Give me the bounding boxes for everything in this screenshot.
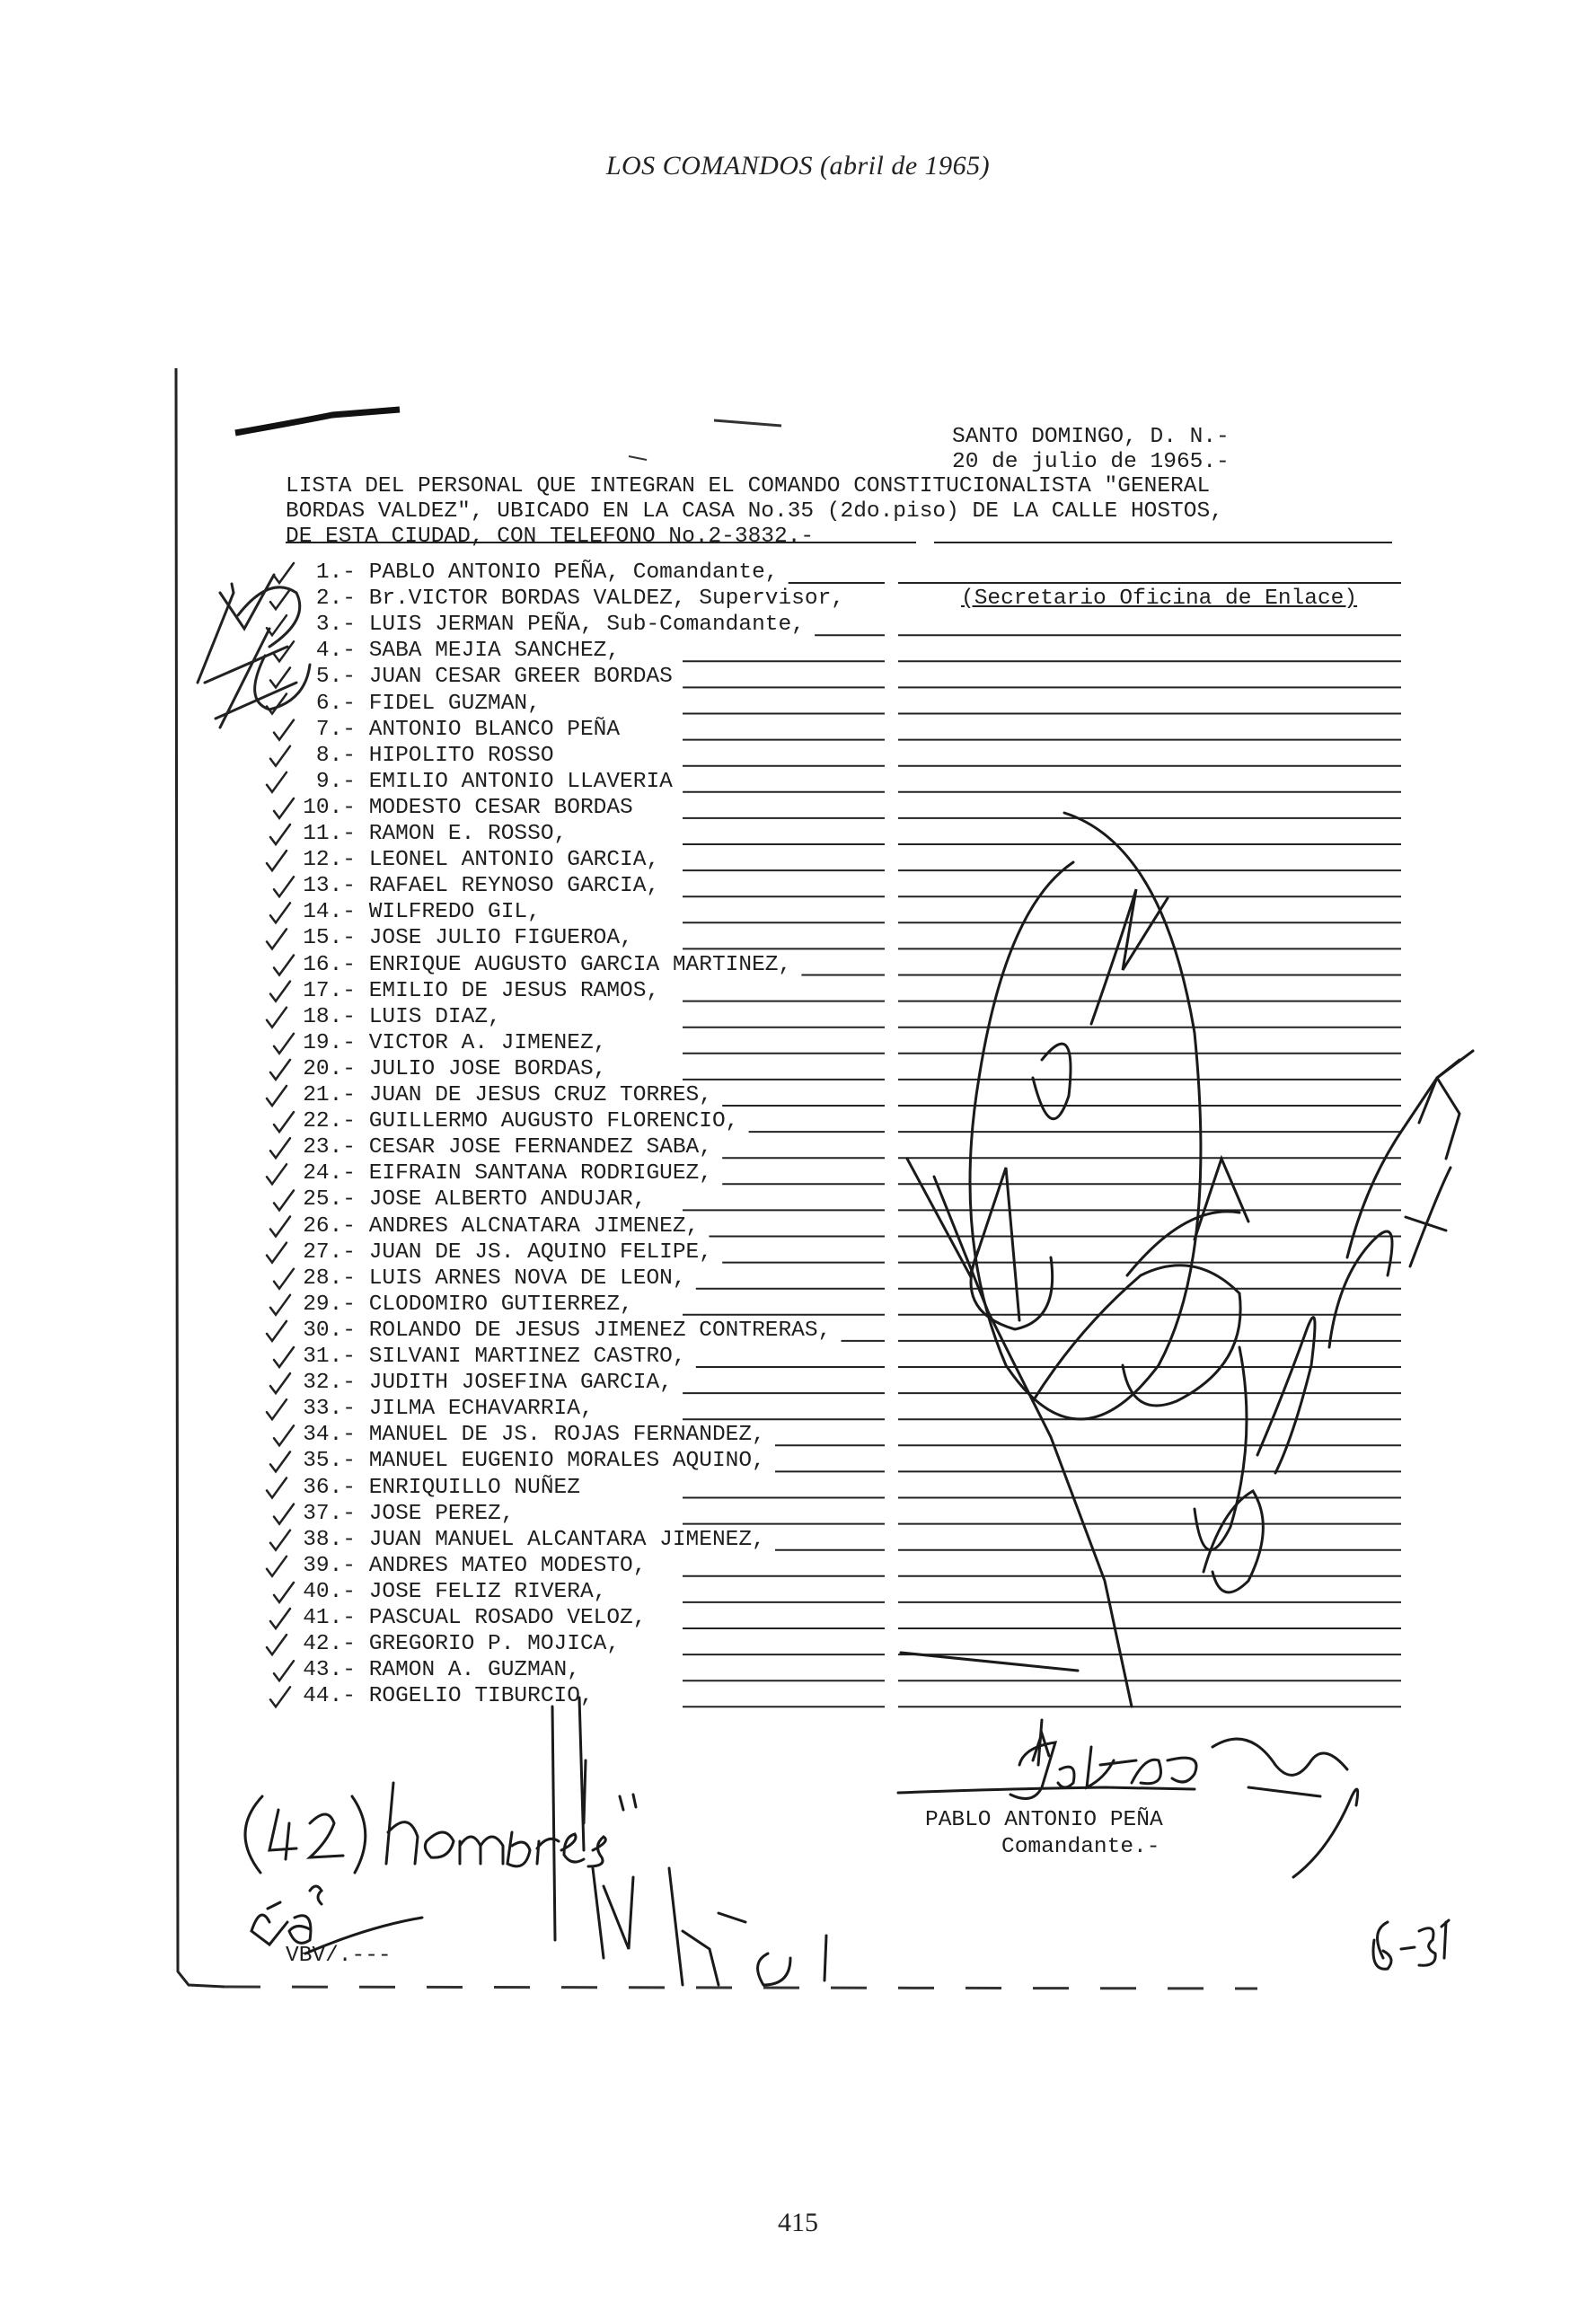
check-mark-icon: [267, 694, 287, 714]
document-heading-line-2: BORDAS VALDEZ", UBICADO EN LA CASA No.35 (2do.piso) DE LA CALLE HOSTOS,: [286, 499, 1223, 524]
personnel-name: ANDRES MATEO MODESTO,: [368, 1553, 647, 1578]
personnel-number: 10.-: [303, 795, 356, 820]
personnel-name: JUAN DE JESUS CRUZ TORRES,: [368, 1083, 712, 1107]
personnel-row: [286, 1082, 712, 1108]
personnel-name: EMILIO ANTONIO LLAVERIA: [368, 769, 673, 794]
personnel-name: VICTOR A. JIMENEZ,: [368, 1030, 607, 1055]
personnel-row: [286, 1239, 712, 1266]
personnel-name: ENRIQUE AUGUSTO GARCIA MARTINEZ,: [368, 952, 792, 977]
personnel-name: LUIS DIAZ,: [368, 1004, 501, 1029]
personnel-name: ENRIQUILLO NUÑEZ: [368, 1475, 580, 1500]
personnel-number: 7.-: [315, 717, 356, 742]
personnel-row: [286, 1108, 738, 1134]
personnel-row: [286, 1501, 514, 1527]
personnel-row: [286, 1004, 501, 1030]
personnel-number: 31.-: [303, 1345, 356, 1369]
typist-initials: VBV/.---: [286, 1944, 392, 1968]
personnel-number: 1.-: [315, 560, 356, 585]
personnel-number: 19.-: [303, 1030, 356, 1055]
personnel-name: JOSE FELIZ RIVERA,: [368, 1579, 607, 1604]
personnel-row: [286, 1579, 606, 1605]
personnel-name: Br.VICTOR BORDAS VALDEZ, Supervisor,: [368, 587, 844, 612]
personnel-note: (Secretario Oficina de Enlace): [961, 587, 1358, 612]
personnel-number: 24.-: [303, 1161, 356, 1186]
personnel-name: SABA MEJIA SANCHEZ,: [368, 639, 621, 664]
personnel-name: JULIO JOSE BORDAS,: [368, 1056, 607, 1081]
personnel-number: 30.-: [303, 1318, 356, 1343]
personnel-number: 6.-: [315, 691, 356, 716]
personnel-row: [286, 1396, 594, 1422]
personnel-number: 44.-: [303, 1684, 356, 1709]
personnel-number: 32.-: [303, 1371, 356, 1396]
personnel-row: [286, 586, 1358, 612]
personnel-number: 26.-: [303, 1213, 356, 1239]
personnel-number: 34.-: [303, 1423, 356, 1448]
check-mark-icon: [267, 1399, 287, 1419]
personnel-row: [286, 847, 659, 873]
personnel-number: 9.-: [315, 769, 356, 794]
personnel-name: PABLO ANTONIO PEÑA, Comandante,: [368, 560, 779, 585]
personnel-name: JUAN DE JS. AQUINO FELIPE,: [368, 1239, 712, 1265]
personnel-number: 18.-: [303, 1004, 356, 1029]
personnel-row: [286, 1475, 580, 1501]
personnel-row: [286, 873, 659, 899]
signatory-name: PABLO ANTONIO PEÑA: [925, 1808, 1163, 1832]
personnel-name: EMILIO DE JESUS RAMOS,: [368, 978, 660, 1003]
personnel-row: [286, 638, 620, 664]
personnel-row: [286, 1056, 606, 1082]
personnel-name: JOSE ALBERTO ANDUJAR,: [368, 1187, 647, 1213]
personnel-row: [286, 769, 673, 795]
personnel-name: JILMA ECHAVARRIA,: [368, 1397, 594, 1422]
personnel-row: [286, 1683, 594, 1709]
personnel-name: WILFREDO GIL,: [368, 900, 541, 925]
personnel-name: SILVANI MARTINEZ CASTRO,: [368, 1345, 686, 1369]
document-heading-line-3: DE ESTA CIUDAD, CON TELEFONO No.2-3832.-: [286, 525, 815, 549]
personnel-name: GUILLERMO AUGUSTO FLORENCIO,: [368, 1109, 739, 1134]
personnel-name: CLODOMIRO GUTIERREZ,: [368, 1292, 633, 1317]
personnel-row: [286, 1134, 712, 1160]
check-mark-icon: [267, 772, 287, 792]
check-mark-icon: [267, 615, 287, 635]
personnel-row: [286, 1030, 606, 1056]
personnel-name: ROGELIO TIBURCIO,: [368, 1684, 594, 1709]
personnel-row: [286, 717, 620, 743]
personnel-name: RAMON A. GUZMAN,: [368, 1658, 580, 1683]
check-mark-icon: [267, 1086, 287, 1106]
personnel-row: [286, 1657, 580, 1683]
personnel-number: 3.-: [315, 613, 356, 638]
check-mark-icon: [267, 1164, 287, 1184]
personnel-row: [286, 1266, 686, 1292]
personnel-number: 28.-: [303, 1266, 356, 1291]
personnel-name: LUIS JERMAN PEÑA, Sub-Comandante,: [368, 613, 805, 638]
personnel-row: [286, 664, 673, 690]
personnel-name: EIFRAIN SANTANA RODRIGUEZ,: [368, 1161, 712, 1186]
personnel-number: 16.-: [303, 952, 356, 977]
personnel-row: [286, 1370, 673, 1396]
personnel-number: 39.-: [303, 1553, 356, 1578]
personnel-name: ROLANDO DE JESUS JIMENEZ CONTRERAS,: [368, 1318, 832, 1343]
personnel-number: 2.-: [315, 587, 356, 612]
personnel-name: MODESTO CESAR BORDAS: [368, 795, 633, 820]
personnel-name: ANDRES ALCNATARA JIMENEZ,: [368, 1213, 700, 1239]
personnel-name: CESAR JOSE FERNANDEZ SABA,: [368, 1135, 712, 1160]
running-head: LOS COMANDOS (abril de 1965): [605, 151, 991, 181]
document-date: 20 de julio de 1965.-: [952, 450, 1230, 474]
personnel-number: 43.-: [303, 1658, 356, 1683]
personnel-row: [286, 1605, 646, 1631]
personnel-number: 35.-: [303, 1449, 356, 1474]
personnel-number: 22.-: [303, 1109, 356, 1134]
personnel-row: [286, 1160, 712, 1186]
check-mark-icon: [267, 1243, 287, 1263]
personnel-name: RAMON E. ROSSO,: [368, 822, 568, 846]
personnel-name: LEONEL ANTONIO GARCIA,: [368, 848, 660, 873]
check-mark-icon: [267, 1008, 287, 1028]
personnel-name: JOSE JULIO FIGUEROA,: [368, 926, 633, 951]
personnel-number: 17.-: [303, 978, 356, 1003]
personnel-number: 4.-: [315, 639, 356, 664]
personnel-row: [286, 560, 778, 586]
personnel-row: [286, 795, 633, 821]
page-number: 415: [778, 2208, 818, 2237]
personnel-name: HIPOLITO ROSSO: [368, 743, 554, 768]
document-place: SANTO DOMINGO, D. N.-: [952, 425, 1230, 449]
personnel-name: LUIS ARNES NOVA DE LEON,: [368, 1266, 686, 1291]
personnel-number: 11.-: [303, 822, 356, 846]
personnel-number: 41.-: [303, 1606, 356, 1630]
personnel-row: [286, 612, 805, 638]
personnel-row: [286, 952, 791, 978]
check-mark-icon: [267, 929, 287, 948]
check-mark-icon: [267, 1635, 287, 1654]
signatory-title: Comandante.-: [1001, 1835, 1160, 1859]
personnel-number: 27.-: [303, 1239, 356, 1265]
personnel-number: 25.-: [303, 1187, 356, 1213]
personnel-name: RAFAEL REYNOSO GARCIA,: [368, 874, 660, 899]
personnel-number: 13.-: [303, 874, 356, 899]
personnel-row: [286, 1631, 620, 1657]
check-mark-icon: [267, 1557, 287, 1576]
personnel-number: 40.-: [303, 1579, 356, 1604]
personnel-number: 37.-: [303, 1501, 356, 1526]
check-mark-icon: [267, 1478, 287, 1498]
personnel-row: [286, 691, 541, 717]
document-heading-line-1: LISTA DEL PERSONAL QUE INTEGRAN EL COMANDO CONSTITUCIONALISTA "GENERAL: [286, 474, 1211, 498]
personnel-name: JUAN MANUEL ALCANTARA JIMENEZ,: [368, 1527, 765, 1552]
personnel-row: [286, 1422, 765, 1448]
personnel-number: 14.-: [303, 900, 356, 925]
personnel-row: [286, 1448, 765, 1474]
personnel-number: 15.-: [303, 926, 356, 951]
personnel-row: [286, 1318, 831, 1344]
check-mark-icon: [267, 1321, 287, 1341]
personnel-number: 33.-: [303, 1397, 356, 1422]
personnel-row: [286, 743, 554, 769]
personnel-row: [286, 1213, 699, 1239]
personnel-row: [286, 899, 541, 925]
personnel-number: 29.-: [303, 1292, 356, 1317]
personnel-number: 23.-: [303, 1135, 356, 1160]
personnel-number: 21.-: [303, 1083, 356, 1107]
personnel-name: MANUEL EUGENIO MORALES AQUINO,: [368, 1449, 765, 1474]
personnel-row: [286, 1527, 765, 1553]
personnel-row: [286, 1186, 646, 1213]
personnel-name: ANTONIO BLANCO PEÑA: [368, 717, 621, 742]
personnel-name: JOSE PEREZ,: [368, 1501, 515, 1526]
personnel-number: 42.-: [303, 1632, 356, 1657]
personnel-row: [286, 1553, 646, 1579]
personnel-name: FIDEL GUZMAN,: [368, 691, 541, 716]
personnel-row: [286, 1344, 686, 1370]
personnel-name: JUAN CESAR GREER BORDAS: [368, 665, 673, 690]
check-mark-icon: [267, 851, 287, 870]
personnel-number: 5.-: [315, 665, 356, 690]
personnel-number: 12.-: [303, 848, 356, 873]
personnel-name: PASCUAL ROSADO VELOZ,: [368, 1606, 647, 1630]
personnel-name: JUDITH JOSEFINA GARCIA,: [368, 1371, 673, 1396]
personnel-number: 8.-: [315, 743, 356, 768]
personnel-row: [286, 925, 633, 951]
personnel-name: MANUEL DE JS. ROJAS FERNANDEZ,: [368, 1423, 765, 1448]
personnel-number: 38.-: [303, 1527, 356, 1552]
personnel-row: [286, 1292, 633, 1318]
personnel-number: 20.-: [303, 1056, 356, 1081]
personnel-name: GREGORIO P. MOJICA,: [368, 1632, 621, 1657]
personnel-row: [286, 821, 567, 847]
personnel-row: [286, 978, 659, 1004]
personnel-number: 36.-: [303, 1475, 356, 1500]
